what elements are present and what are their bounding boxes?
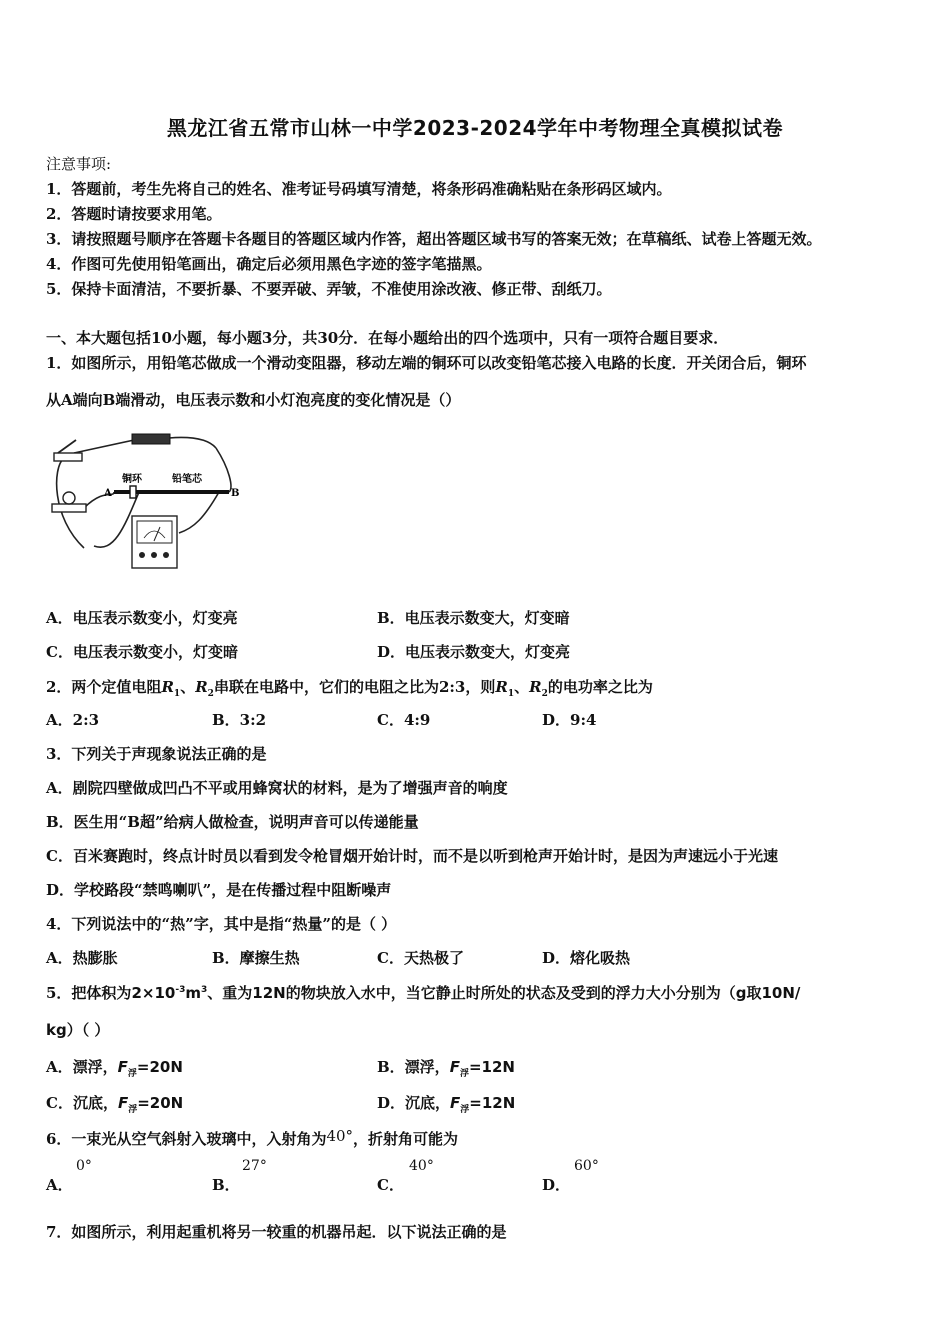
lamp-bulb [63,492,75,504]
label-a: A [104,488,112,499]
copper-ring [130,486,136,498]
switch-base [54,453,82,461]
notice-item: 2．答题时请按要求用笔。 [46,205,222,223]
notice-item: 3．请按照题号顺序在答题卡各题目的答题区域内作答，超出答题区域书写的答案无效；在草稿纸、试卷上答题无效。 [46,230,822,248]
q5-option-c: C．沉底，$F_浮=20N$ [46,1094,184,1115]
wire [179,492,219,533]
battery [132,434,170,444]
q3-option-a: A．剧院四壁做成凹凸不平或用蜂窝状的材料，是为了增强声音的响度 [46,779,508,797]
q6-option-a-angle: 0° [76,1158,92,1174]
lamp-base [52,504,86,512]
notice-item: 4．作图可先使用铅笔画出，确定后必须用黑色字迹的签字笔描黑。 [46,255,492,273]
q1-option-d: D．电压表示数变大，灯变亮 [377,643,571,661]
q4-option-d: D．熔化吸热 [542,949,631,967]
q4-option-c: C．天热极了 [377,949,464,967]
q6-option-b: B． [212,1176,240,1194]
question-2-stem: 2．两个定值电阻$R_1$、$R_2$串联在电路中，它们的电阻之比为2:3，则$R_1$、$R_2$的电功率之比为 [46,678,653,699]
notice-item: 5．保持卡面清洁，不要折暴、不要弄破、弄皱，不准使用涂改液、修正带、刮纸刀。 [46,280,612,298]
q6-option-c: C． [377,1176,404,1194]
q2-option-b: B．3:2 [212,711,267,729]
question-3-stem: 3．下列关于声现象说法正确的是 [46,745,267,763]
q2-option-c: C．4:9 [377,711,431,729]
q2-option-a: A．2:3 [46,711,100,729]
q6-option-c-angle: 40° [409,1158,434,1174]
circuit-figure [44,428,244,578]
wire [216,448,231,492]
q1-option-b: B．电压表示数变大，灯变暗 [377,609,570,627]
q5-option-a: A．漂浮，$F_浮=20N$ [46,1058,183,1079]
label-b: B [231,488,240,499]
q4-option-a: A．热膨胀 [46,949,118,967]
notice-heading: 注意事项: [46,155,112,173]
q6-option-b-angle: 27° [242,1158,267,1174]
q4-option-b: B．摩擦生热 [212,949,300,967]
q6-option-a: A． [46,1176,73,1194]
q5-option-b: B．漂浮，$F_浮=12N$ [377,1058,515,1079]
question-5-line-1: 5．把体积为$2\times 10^{-3}m^3$、重为12N的物块放入水中，当它静止时所处的状态及受到的浮力大小分别为（g取10N/ [46,984,801,1002]
wire [169,437,216,448]
wire [74,440,134,453]
question-1-line-2: 从A端向B端滑动，电压表示数和小灯泡亮度的变化情况是（） [46,391,461,409]
q6-option-d-angle: 60° [574,1158,599,1174]
label-core: 铅笔芯 [172,474,202,485]
page-title: 黑龙江省五常市山林一中学2023-2024学年中考物理全真模拟试卷 [166,116,784,140]
q1-option-a: A．电压表示数变小，灯变亮 [46,609,238,627]
section-heading: 一、本大题包括10小题，每小题3分，共30分．在每小题给出的四个选项中，只有一项符合题目要求． [46,329,729,347]
question-4-stem: 4．下列说法中的“热”字，其中是指“热量”的是（ ） [46,915,397,933]
switch-lever [58,440,76,453]
question-1-line-1: 1．如图所示，用铅笔芯做成一个滑动变阻器，移动左端的铜环可以改变铅笔芯接入电路的长度．开关闭合后，铜环 [46,354,807,372]
q3-option-b: B．医生用“B超”给病人做检查，说明声音可以传递能量 [46,813,419,831]
question-5-line-2: kg）（ ） [46,1021,110,1039]
q3-option-d: D．学校路段“禁鸣喇叭”，是在传播过程中阻断噪声 [46,881,392,899]
q1-option-c: C．电压表示数变小，灯变暗 [46,643,238,661]
notice-item: 1．答题前，考生先将自己的姓名、准考证号码填写清楚，将条形码准确粘贴在条形码区域内。 [46,180,672,198]
question-6-stem: 6．一束光从空气斜射入玻璃中，入射角为40°，折射角可能为 [46,1127,459,1148]
q6-option-d: D． [542,1176,571,1194]
question-7-stem: 7．如图所示，利用起重机将另一较重的机器吊起．以下说法正确的是 [46,1223,507,1241]
q2-option-d: D．9:4 [542,711,597,729]
q3-option-c: C．百米赛跑时，终点计时员以看到发令枪冒烟开始计时，而不是以听到枪声开始计时，是因为声速远小于光速 [46,847,778,865]
q5-option-d: D．沉底，$F_浮=12N$ [377,1094,516,1115]
label-ring: 铜环 [122,474,142,485]
